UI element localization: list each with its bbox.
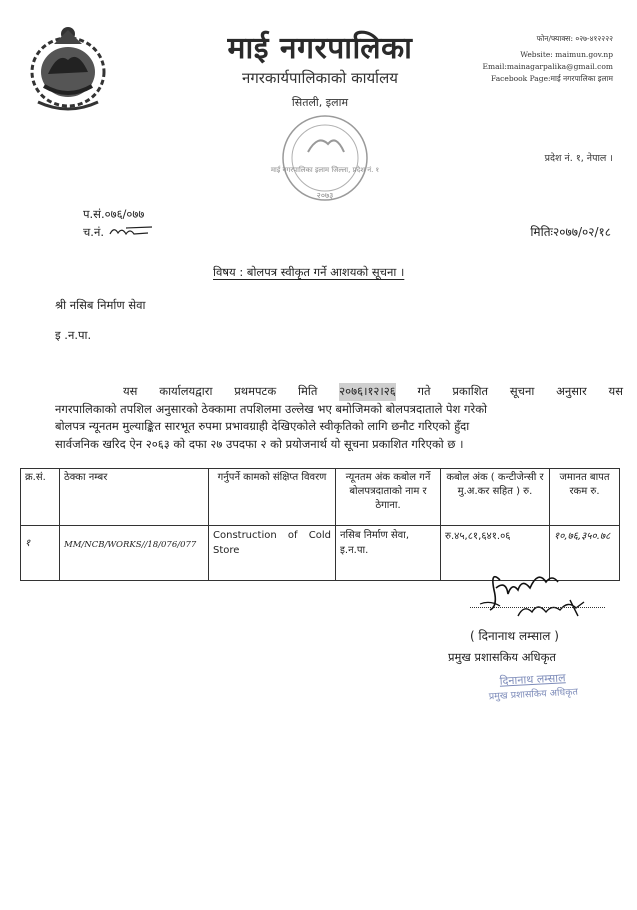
col-work-description: गर्नुपर्ने कामको संक्षिप्त विवरण <box>209 469 336 526</box>
office-subtitle: नगरकार्यपालिकाको कार्यालय <box>242 69 398 87</box>
col-bid-amount: कबोल अंक ( कन्टीजेन्सी र मु.अ.कर सहित ) रु. <box>441 469 550 526</box>
stamp-year: २०७३ <box>316 191 334 200</box>
handwritten-dispatch-number <box>108 224 154 238</box>
cell-bidder-name: नसिब निर्माण सेवा, इ.न.पा. <box>336 526 441 581</box>
reference-number: प.सं.०७६/०७७ <box>83 207 145 221</box>
table-header-row <box>21 469 620 526</box>
cell-serial: १ <box>21 526 60 581</box>
stamp-text: माई नगरपालिका इलाम जिल्ला, प्रदेश नं. १ <box>270 166 380 174</box>
province-label: प्रदेश नं. १, नेपाल । <box>544 153 613 164</box>
signatory-name-stamp: दिनानाथ लम्साल प्रमुख प्रशासकिय अधिकृत <box>488 671 579 703</box>
signatory-name: ( दिनानाथ लम्साल ) <box>470 629 559 643</box>
municipality-title: माई नगरपालिका <box>227 31 413 66</box>
dispatch-label: च.नं. <box>83 225 104 239</box>
handwritten-signature <box>460 560 600 630</box>
cell-bid-amount: रु.४५,८१,६४१.०६ <box>441 526 550 581</box>
subject-line: विषय : बोलपत्र स्वीकृत गर्ने आशयको सूचना । <box>213 265 405 279</box>
col-contract-number: ठेक्का नम्बर <box>60 469 209 526</box>
office-stamp <box>270 112 380 204</box>
cell-security-amount: १०,७६,३५०.७८ <box>550 526 620 581</box>
body-line-1: यस कार्यालयद्वारा प्रथमपटक मिति २०७६।१२।२६ गते प्रकाशित सूचना अनुसार यस <box>55 383 623 401</box>
dispatch-number <box>83 224 154 240</box>
recipient-address: इ .न.पा. <box>55 328 92 342</box>
signature-line <box>470 606 605 608</box>
published-date: २०७६।१२।२६ <box>339 383 396 401</box>
body-line-4: सार्वजनिक खरिद ऐन २०६३ को दफा २७ उपदफा २ को प्रयोजनार्थ यो सूचना प्रकाशित गरिएको छ । <box>55 436 464 451</box>
signatory-post: प्रमुख प्रशासकिय अधिकृत <box>448 650 556 664</box>
contact-facebook: Facebook Page:माई नगरपालिका इलाम <box>491 74 613 83</box>
contact-email: Email:mainagarpalika@gmail.com <box>482 62 613 71</box>
cell-work-description: Construction of Cold Store <box>209 526 336 581</box>
office-location: सितली, इलाम <box>291 96 349 109</box>
contact-website: Website: maimun.gov.np <box>520 50 613 59</box>
col-security-amount: जमानत बापत रकम रु. <box>550 469 620 526</box>
contact-phone: फोन/फ्याक्स: ०२७-४१२२२२ <box>536 34 613 43</box>
body-line-2: नगरपालिकाको तपशिल अनुसारको ठेक्कामा तपशिलमा उल्लेख भए बमोजिमको बोलपत्रदाताले पेश गरेको <box>55 401 488 416</box>
col-bidder-name: न्यूनतम अंक कबोल गर्ने बोलपत्रदाताको नाम र ठेगाना. <box>336 469 441 526</box>
cell-contract-number: MM/NCB/WORKS//18/076/077 <box>60 526 209 581</box>
nepal-emblem-logo <box>26 22 110 116</box>
letter-date: मितिः२०७७/०२/१८ <box>530 225 611 239</box>
notice-body <box>55 383 623 453</box>
col-serial: क्र.सं. <box>21 469 60 526</box>
recipient-name: श्री नसिब निर्माण सेवा <box>55 298 146 312</box>
body-line-3: बोलपत्र न्यूनतम मुल्याङ्कित सारभूत रुपमा प्रभावग्राही देखिएकोले स्वीकृतिको लागि छनौट गरिएको हुँदा <box>55 419 470 433</box>
